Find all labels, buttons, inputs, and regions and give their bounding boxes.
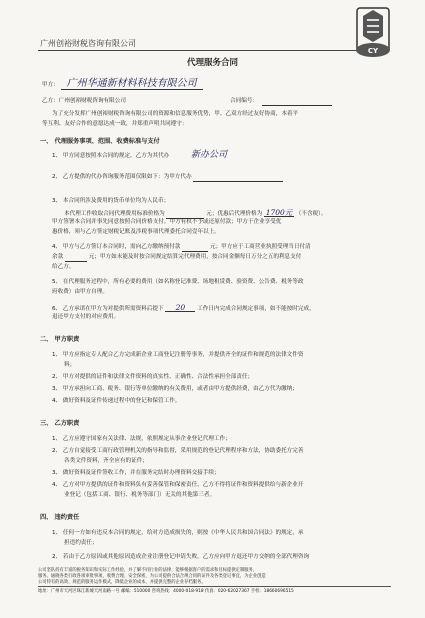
footer-line-2: 服务。通晓各类行政各项审批事项，收费合理、安全保密，为公司提供合法合规合同的证件及各类登记事宜，为企业创造 <box>38 574 266 579</box>
section-3-heading: 三、 乙方职责 <box>40 420 80 427</box>
section-4-heading: 四、 违约责任 <box>40 514 80 521</box>
clause-3-2b: 各类文件资料，齐全应有的证件； <box>64 458 148 464</box>
svg-text:CY: CY <box>367 47 379 55</box>
clause-text: 4、 甲方与乙方签订本合同时，需向乙方缴纳预付款 <box>52 244 181 250</box>
footer-line-3: 公司特有的高效、规范的服务运作模式，降低企业的成本，并提供完整的企业存档服务。 <box>38 580 206 585</box>
clause-3-3: 3、 做好资料及证件签收工作，并在服务完结时办理资料交接手续； <box>52 470 220 476</box>
clause-text: 元；甲方如未能及时按合同规定结算完代理费用，按合同金额每日万分之五的利息支付 <box>88 254 302 260</box>
clause-text: 6、 乙方承诺在甲方为对提供所需资料后提下 <box>52 306 164 312</box>
section-1-heading: 一、 代理服务事项、范围、收费标准与支付 <box>40 138 160 145</box>
clause-2-2: 2、 甲方对提供的证件和法律文件资料的真实性、正确性、合法性承担全部责任； <box>52 374 254 380</box>
handwritten-days: 20 <box>165 304 195 312</box>
intro-line-1: 为了充分发挥广州创裕财税咨询有限公司的资源和信息服务优势，甲、乙双方经过友好协商，本着平 <box>52 111 299 117</box>
clause-1-6 <box>52 304 315 313</box>
footer-divider <box>38 586 391 587</box>
contract-number-label: 合同编号： <box>230 98 258 104</box>
clause-text: 1、 甲方同意按照本合同的规定，乙方为其代办 <box>52 153 170 159</box>
clause-1-2 <box>52 174 283 182</box>
clause-1-4c: 给乙方。 <box>52 264 75 270</box>
clause-text: 元；甲方应于工商营业执照受理当日付清 <box>209 244 311 250</box>
clause-3-4b: 业登记（包括工商、银行、税务等部门）无关的其他第三者。 <box>64 492 216 498</box>
clause-1-3c: 惠价格，须与乙方签定财税记账及涉税事项代理委托合同壹年以上。 <box>52 229 220 235</box>
clause-4-2: 2、 若由于乙方原因或其他原因造成企业注册登记申请失败，乙方应向甲方退还甲方交纳的全部代理咨询 <box>52 554 310 560</box>
clause-1-3b: 甲方签署本合同并事先同意按照合同价格支付。甲方有权不予或还原付款；甲方于企业享受优 <box>52 219 282 225</box>
clause-3-1: 1、 乙方应遵守国家有关法律、法规，依照规定从事企业登记代理工作； <box>52 436 231 442</box>
contract-number-field <box>262 105 332 106</box>
header-divider <box>38 50 365 51</box>
clause-1-4 <box>52 244 311 252</box>
clause-4-1b: 担违约责任； <box>64 540 98 546</box>
clause-1-6b: 退还甲方支付的对应费用。 <box>52 314 120 320</box>
company-header: 广州创裕财税咨询有限公司 <box>40 39 136 48</box>
clause-text: 元；优惠后代理价格为 <box>206 211 263 217</box>
clause-2-4: 4、 做好资料及证件传递过程中的登记和保管工作。 <box>52 398 181 404</box>
clause-1-4b <box>52 254 301 262</box>
clause-4-1: 1、 任何一方如有违反本合同的规定，给对方造成损失的，则按《中华人民共和国合同法》的规定，承 <box>52 530 304 536</box>
clause-1-5b: 府收费）由甲方自理。 <box>52 289 108 295</box>
footer-contact: 地址：广州市天河区珠江新城天河南路一号 邮编：510000 咨询热线：4000-018-918 传真：020-62027367 手机：18660696515 <box>38 589 294 594</box>
blank-balance-field <box>65 254 87 262</box>
clause-1-1 <box>52 152 227 160</box>
party-a-row <box>42 80 203 89</box>
party-b: 乙方：广州创裕财税咨询有限公司 <box>42 98 126 104</box>
intro-line-2: 等互利、友好合作的意愿达成一致，并郑重声明共同遵守： <box>42 121 188 127</box>
clause-text: （不含税）。 <box>295 211 327 217</box>
clause-1-3: 3、 本合同所涉及费用的货币单位均为人民币； <box>52 198 170 204</box>
clause-2-1b: 料； <box>64 362 76 368</box>
clause-1-5: 5、 在代理服务过程中，所有必要的费用（如名称登记准费、场地租赁费、验资费、公告费、税务等政 <box>52 279 304 285</box>
clause-2-3: 3、 甲方承担向工商、税务、银行等单位缴纳的有关费用，或者由甲方提供经费，由乙方代为缴纳； <box>52 386 298 392</box>
clause-text: 2、 乙方提供的代办咨询服务范围仅限如下：为甲方代办 <box>52 174 192 180</box>
footer-line-1: 公司坚队持有丰富的税务知识和实际工作经验，并了解不同行业的法律，能够根据客户的需求和目标提供定制服务， <box>38 568 258 573</box>
clause-1-3a <box>64 209 327 219</box>
blank-deposit-field <box>182 244 208 252</box>
handwritten-service: 新办公司 <box>191 150 228 160</box>
handwritten-price: 1700元 <box>265 208 293 217</box>
document-title: 代理服务合同 <box>186 58 238 68</box>
blank-price-field <box>166 211 204 219</box>
party-a-label: 甲方： <box>42 82 59 88</box>
clause-text: 工作日内完成合同规定事项，如不能按时完成， <box>197 306 315 312</box>
clause-text: 本代理工作收取合同代理费用标准价格为 <box>64 211 165 217</box>
clause-3-4: 4、 乙方对甲方提供的证件和资料负有妥善保管和保密责任，乙方不得将证件和资料提供给与新企业开 <box>52 482 304 488</box>
blank-field <box>193 174 283 182</box>
party-a-value: 广州华通新材料科技有限公司 <box>61 78 203 90</box>
clause-2-1: 1、 甲方应指定专人配合乙方完成新企业工商登记注册等事务，并提供齐全的证件和规范的法律文件资 <box>52 352 304 358</box>
section-2-heading: 二、 甲方职责 <box>40 336 80 343</box>
clause-text: 余款 <box>52 254 64 260</box>
clause-3-2: 2、 乙方自觉接受工商行政管理机关的指导和监督，采用规范的登记代理程序和方法，协助委托方完善 <box>52 448 304 454</box>
